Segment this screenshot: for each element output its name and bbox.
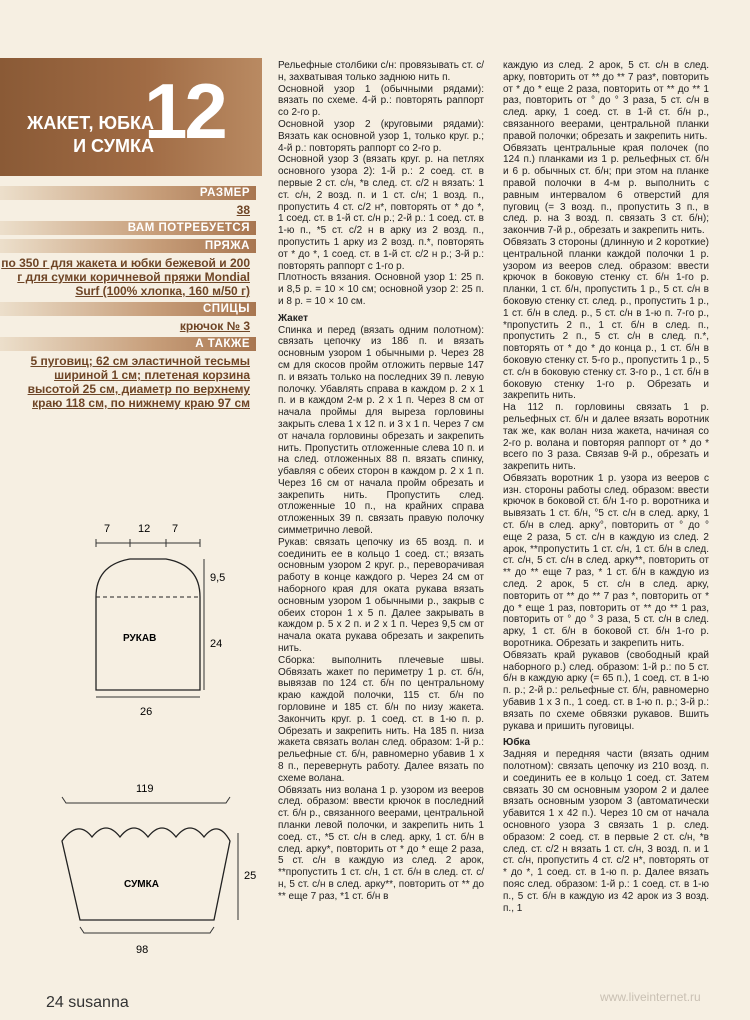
- section-heading: Юбка: [503, 737, 531, 749]
- yarn-label: ПРЯЖА: [0, 239, 256, 253]
- sleeve-dim-side-top: 9,5: [210, 572, 226, 584]
- title-line-2: И СУМКА: [73, 136, 154, 156]
- sleeve-dim-bottom: 26: [140, 706, 153, 718]
- needs-label: ВАМ ПОТРЕБУЕТСЯ: [0, 221, 256, 235]
- bag-label: СУМКА: [124, 879, 159, 890]
- bag-dim-side: 25: [244, 870, 257, 882]
- pattern-diagrams: [0, 515, 262, 965]
- section-heading: Жакет: [278, 312, 309, 324]
- text-column-2: [503, 60, 709, 914]
- paragraph: Обвязать 3 стороны (длинную и 2 короткие) центральной планки каждой полочки 1 р. узором из вееров след. образом: ввести крючок в боковую стенку ст. б/н 1-го р. планки, 1 ст. б/н, пропустить 1 р., 5 ст. с/н в боковую стенку ст. след. р., пропустить 1 р., 1 ст. б/н в след. р., 5 ст. с/н в 1-ю п. 7-го р., *пропустить 2 п., 1 ст. б/н в след. п., пропустить 2 п., 5 ст. с/н в след. п.*, повторять от * до * до конца р., 1 ст. б/н в боковую стенку ст. 5-го р., пропустить 1 р., 5 ст. с/н в боковую стенку ст. 3-го р., 1 ст. б/н в боковую стенку 1-го р. Обрезать и закрепить нить.: [503, 236, 709, 402]
- paragraph: Основной узор 3 (вязать круг. р. на петлях основного узора 2): 1-й р.: 2 соед. ст. в первые 2 ст. с/н, *в след. ст. с/2 н вязать: 1 ст. с/н, 2 возд. п. и 1 ст. с/н; 1 возд. п., пропустить 4 ст. с/2 н*, повторять от * до *, 1 соед. ст. в 1-й ст. с/н р.; 2-й р.: 1 соед. ст. в 1-ю п., *5 ст. с/2 н в арку из 2 возд. п., пропустить 1 арку из 2 возд. п.*, повторять от * до *, 1 соед. ст. в 1-й ст. с/2 н р.; 3-й р.: повторять раппорт с 1-го р.: [278, 154, 484, 272]
- page-number: 24: [46, 994, 64, 1011]
- paragraph: Плотность вязания. Основной узор 1: 25 п. и 8,5 р. = 10 × 10 см; основной узор 2: 25 п. и 8 р. = 10 × 10 см.: [278, 272, 484, 307]
- paragraph: На 112 п. горловины связать 1 р. рельефных ст. б/н и далее вязать воротник так же, как волан низа жакета, начиная со 2-го р. волана и повторяя раппорт от * до * всего по 3 раза. Связав 9-й р., обрезать и закрепить нить.: [503, 402, 709, 473]
- paragraph: Обвязать воротник 1 р. узора из вееров с изн. стороны работы след. образом: ввести крючок в боковой ст. б/н 1-го р. воротника и вывязать 1 ст. б/н, °5 ст. с/н в след. арку, 1 ст. б/н в след. арку°, повторить от ° до ° еще 2 раза, 5 ст. с/н в каждую из след. 2 арок, **пропустить 1 ст. с/н, 1 ст. б/н в след. ст. с/н, 5 ст. с/н в след. арку**, повторить от ** до ** еще 7 раз, * 1 ст. б/н в каждую из след. 2 арок, 5 ст. с/н в след. арку, повторить от ** до ** 7 раз *, повторить от * до * еще 1 раз, повторить от ** до ** 1 раз, повторить от ° до ° 3 раза, 5 ст. с/н в след. арку, 1 ст. б/н в боковой ст. б/н 1-го р. воротника. Обрезать и закрепить нить.: [503, 472, 709, 650]
- paragraph: Рельефные столбики с/н: провязывать ст. с/н, захватывая только заднюю нить п.: [278, 60, 484, 83]
- paragraph: Спинка и перед (вязать одним полотном): связать цепочку из 186 п. и вязать основным узором 1 обычными р. Через 28 см для скосов пройм отложить первые 147 п. и вязать только на последних 39 п. левую полочку. Убавлять справа в каждом р. 2 x 1 п. и в каждом 2-м р. 2 x 1 п. Через 8 см от начала проймы для выреза горловины закрыть слева 1 x 12 п. и 3 x 1 п. Через 7 см от начала горловины обрезать и закрепить нить. Пропустить отложенные слева 10 п. и на след. отложенных 88 п. вязать спинку, убавляя с обеих сторон в каждом р. 2 x 1 п. Через 16 см от начала пройм обрезать и закрепить нить. Пропустить след. отложенные 10 п., на крайних справа отложенных 39 п. связать правую полочку симметрично левой.: [278, 324, 484, 537]
- sleeve-dim-top-right: 7: [172, 523, 179, 535]
- watermark: www.liveinternet.ru: [600, 990, 701, 1004]
- bag-diagram: [62, 783, 256, 956]
- magazine-name: susanna: [68, 994, 129, 1011]
- yarn-value: по 350 г для жакета и юбки бежевой и 200 г для сумки коричневой пряжи Mondial Surf (100% хлопка, 160 м/50 г): [1, 256, 250, 298]
- hook-value: крючок № 3: [179, 319, 250, 333]
- sleeve-label: РУКАВ: [123, 633, 157, 644]
- paragraph: Обвязать центральные края полочек (по 124 п.) планками из 1 р. рельефных ст. б/н и 6 р. обычных ст. б/н; при этом на планке правой полочки в 4-м р. выполнить с равным интервалом 6 отверстий для пуговиц (= 3 возд. п., пропустить 3 п., в след. р. на 3 возд. п. связать 3 ст. б/н); закончив 7-й р., обрезать и закрепить нить.: [503, 142, 709, 237]
- bag-dim-bottom: 98: [136, 944, 149, 956]
- paragraph: каждую из след. 2 арок, 5 ст. с/н в след. арку, повторить от ** до ** 7 раз*, повторить от * до * еще 2 раза, повторить от ** до ** 1 раз, повторить от ° до ° 3 раза, 5 ст. с/н в след. арку, 1 соед. ст. в 1-й ст. б/н р., связанного веерами, центральной планки правой полочки; обрезать и закрепить нить.: [503, 60, 709, 142]
- hook-label: СПИЦЫ: [0, 302, 256, 316]
- model-number: 12: [144, 67, 225, 155]
- bag-dim-top: 119: [136, 783, 154, 795]
- size-label: РАЗМЕР: [0, 186, 256, 200]
- sleeve-dim-top-left: 7: [104, 523, 111, 535]
- paragraph: Рукав: связать цепочку из 65 возд. п. и соединить ее в кольцо 1 соед. ст.; вязать основным узором 2 круг. р., переворачивая работу в конце каждого р. Через 24 см от наборного края для оката рукава вязать основным узором 1 обычными р., закрыв с обеих сторон 1 x 5 п. Далее закрывать в каждом р. 5 x 2 п. и 2 x 1 п. Через 9,5 см от начала оката рукава обрезать и закрепить нить.: [278, 536, 484, 655]
- paragraph: Основной узор 1 (обычными рядами): вязать по схеме. 4-й р.: повторять раппорт со 2-го р.: [278, 83, 484, 119]
- title-line-1: ЖАКЕТ, ЮБКА: [27, 113, 154, 133]
- size-value: 38: [236, 203, 250, 217]
- text-column-1: [278, 60, 484, 903]
- extras-label: А ТАКЖЕ: [0, 337, 256, 351]
- sleeve-dim-side: 24: [210, 638, 223, 650]
- paragraph: Обвязать низ волана 1 р. узором из вееров след. образом: ввести крючок в последний ст. б/н р., связанного веерами, центральной планки левой полочки, и закрепить нить 1 соед. ст., *5 ст. с/н в след. арку, 1 ст. б/н в след. арку*, повторить от * до * еще 2 раза, 5 ст. с/н в каждую из след. 2 арок, **пропустить 1 ст. с/н, 1 ст. б/н в след. ст. с/н, 5 ст. с/н в след. арку**, повторить от ** до ** еще 7 раз, *1 ст. б/н в: [278, 784, 484, 902]
- page-footer: [46, 994, 129, 1012]
- materials-sidebar: [0, 182, 256, 414]
- sleeve-dim-top-mid: 12: [138, 523, 151, 535]
- extras-value: 5 пуговиц; 62 см эластичной тесьмы шириной 1 см; плетеная корзина высотой 25 см, диаметр по верхнему краю 118 см, по нижнему краю 97 см: [27, 354, 250, 410]
- paragraph: Основной узор 2 (круговыми рядами): Вязать как основной узор 1, только круг. р.; 4-й р.: повторять раппорт со 2-го р.: [278, 118, 484, 154]
- paragraph: Задняя и передняя части (вязать одним полотном): связать цепочку из 210 возд. п. и соединить ее в кольцо 1 соед. ст. Затем связать 30 см основным узором 2 и далее вязать основным узором 3 (автоматически убавится 1 x 42 п.). Через 10 см от начала основного узора 3 связать 1 р. след. образом: 2 соед. ст. в первые 2 ст. с/н, *в след. ст. с/2 н вязать 1 ст. с/н, 3 возд. п. и 1 ст. с/н, пропустить 4 ст. с/2 н*, повторять от * до *, 1 соед. ст. в 1-ю п. р. Далее вязать пояс след. образом: 1-й р.: 1 соед. ст. в 1-ю п., 5 ст. б/н в каждую из 42 арок из 3 возд. п., 1: [503, 749, 709, 914]
- paragraph: Обвязать край рукавов (свободный край наборного р.) след. образом: 1-й р.: по 5 ст. б/н в каждую арку (= 65 п.), 1 соед. ст. в 1-ю п. р.; 2-й р.: рельефные ст. б/н, равномерно убавив 1 x 3 п., 1 соед. ст. в 1-ю п. р.; 3-й р.: вязать по схеме обвязки рукавов. Вшить рукава и пришить пуговицы.: [503, 649, 709, 732]
- sleeve-diagram: [96, 523, 225, 718]
- page-title: [14, 112, 154, 158]
- paragraph: Сборка: выполнить плечевые швы. Обвязать жакет по периметру 1 р. ст. б/н, вывязав по 124 ст. б/н по центральному краю каждой полочки, 115 ст. б/н по горловине и 185 ст. б/н по низу жакета. Закончить круг. р. 1 соед. ст. в 1-ю п. р. Обрезать и закрепить нить. На 185 п. низа жакета связать волан след. образом: 1-й р.: рельефные ст. б/н, равномерно убавив 1 x 8 п., перевернуть работу. Далее вязать по схеме волана.: [278, 654, 484, 784]
